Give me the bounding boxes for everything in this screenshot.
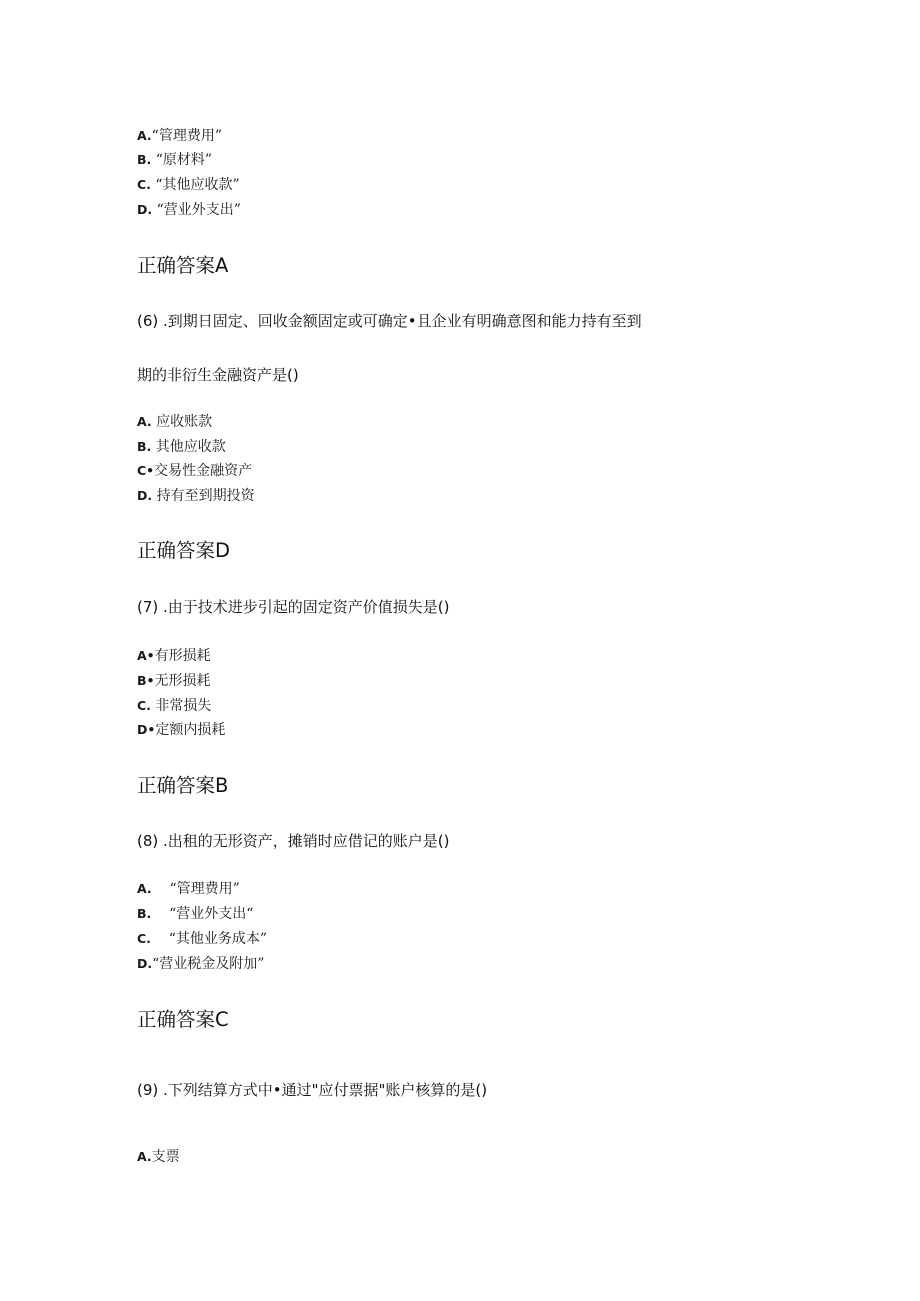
option-letter: A.: [137, 414, 152, 429]
q7-option-c: [137, 697, 211, 715]
option-letter: B.: [137, 906, 152, 921]
option-letter: A.: [137, 128, 152, 143]
option-text: “其他应收款”: [150, 177, 240, 193]
option-text: “管理费用”: [151, 881, 240, 897]
q8-answer: 正确答案C: [137, 1008, 229, 1031]
option-text: 应收账款: [151, 414, 213, 430]
q8-option-d: [137, 955, 264, 973]
option-letter: B.: [137, 152, 152, 167]
option-text: “营业外支出”: [152, 202, 241, 218]
option-letter: D•: [137, 722, 156, 737]
q7-question: (7) .由于技术进步引起的固定资产价值损失是(): [137, 598, 450, 616]
option-letter: C.: [137, 177, 151, 192]
q6-option-c: [137, 462, 252, 480]
q6-question-line2: 期的非衍生金融资产是(): [137, 366, 299, 384]
option-text: “营业外支出“: [151, 906, 254, 922]
q6-answer: 正确答案D: [137, 539, 231, 562]
option-letter: C•: [137, 463, 155, 478]
q8-option-a: [137, 880, 240, 898]
q5-option-c: [137, 176, 240, 194]
option-letter: B•: [137, 673, 155, 688]
q5-option-b: [137, 151, 212, 169]
option-text: 支票: [151, 1149, 180, 1165]
q8-option-b: [137, 905, 253, 923]
option-text: “营业税金及附加”: [152, 956, 265, 972]
q5-answer: 正确答案A: [137, 254, 229, 277]
option-text: 无形损耗: [154, 673, 211, 689]
q7-option-a: [137, 647, 211, 665]
q7-answer: 正确答案B: [137, 774, 229, 797]
option-text: “其他业务成本”: [150, 931, 268, 947]
option-text: 持有至到期投资: [152, 488, 255, 504]
option-letter: B.: [137, 439, 152, 454]
q9-option-a: [137, 1148, 180, 1166]
option-letter: D.: [137, 488, 153, 503]
option-text: 定额内损耗: [155, 722, 226, 738]
option-text: 非常损失: [150, 698, 212, 714]
q5-option-a: [137, 127, 222, 145]
option-letter: A•: [137, 648, 155, 663]
q6-option-a: [137, 413, 212, 431]
q9-question: (9) .下列结算方式中•通过"应付票据"账户核算的是(): [137, 1081, 488, 1099]
option-text: 其他应收款: [151, 439, 226, 455]
option-text: “管理费用”: [151, 128, 222, 144]
q8-option-c: [137, 930, 267, 948]
q7-option-b: [137, 672, 211, 690]
q6-option-b: [137, 438, 226, 456]
option-letter: C.: [137, 931, 151, 946]
option-text: 有形损耗: [154, 648, 211, 664]
q6-question-line1: (6) .到期日固定、回收金额固定或可确定•且企业有明确意图和能力持有至到: [137, 312, 642, 330]
q6-option-d: [137, 487, 255, 505]
option-letter: D.: [137, 956, 153, 971]
option-letter: C.: [137, 698, 151, 713]
option-text: 交易性金融资产: [154, 463, 253, 479]
q5-option-d: [137, 201, 241, 219]
q8-question: (8) .出租的无形资产，摊销时应借记的账户是(): [137, 832, 450, 850]
option-text: “原材料”: [151, 152, 213, 168]
option-letter: A.: [137, 1149, 152, 1164]
option-letter: A.: [137, 881, 152, 896]
q7-option-d: [137, 721, 225, 739]
option-letter: D.: [137, 202, 153, 217]
